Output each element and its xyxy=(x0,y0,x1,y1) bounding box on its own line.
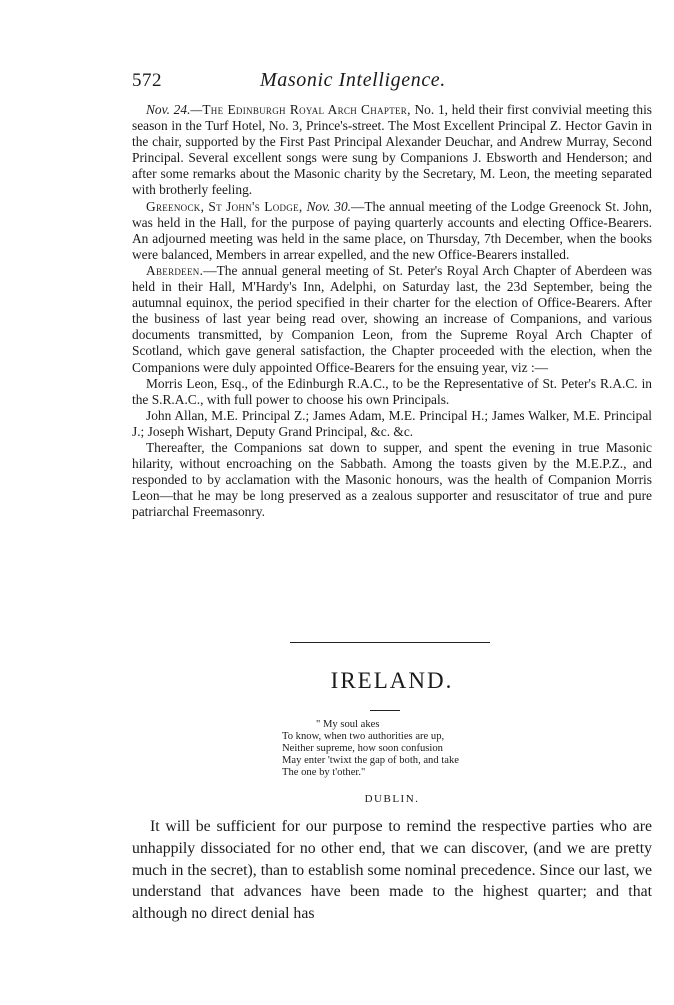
appointment-principals: John Allan, M.E. Principal Z.; James Adam, M.E. Principal H.; James Walker, M.E. Principal J.; Joseph Wishart, Deputy Grand Principal, &c. &c. xyxy=(132,407,652,439)
page-number: 572 xyxy=(132,70,162,91)
report-title: Greenock, St John's Lodge, xyxy=(146,198,303,214)
section-title: IRELAND. xyxy=(330,668,454,693)
running-head: Masonic Intelligence. xyxy=(260,69,446,91)
title-rule xyxy=(370,710,400,711)
report-aberdeen xyxy=(132,263,652,376)
report-greenock xyxy=(132,199,652,263)
closing-paragraph: Thereafter, the Companions sat down to supper, and spent the evening in true Masonic hilarity, without encroaching on the Sabbath. Among the toasts given by the M.E.P.Z., and responded to by acclamation with the Masonic honours, was the health of Companion Morris Leon—that he may be long preserved as a zealous supporter and resuscitator of true and pure patriarchal Freemasonry. xyxy=(132,439,652,520)
epigraph xyxy=(282,719,502,779)
report-text: —The annual meeting of the Lodge Greenock St. John, was held in the Hall, for the purpose of paying quarterly accounts and electing Office-Bearers. An adjourned meeting was held in the same place, on Thursday, 7th December, when the books were balanced, Members in arrear expelled, and the new Office-Bearers installed. xyxy=(132,198,652,262)
body-paragraph: It will be sufficient for our purpose to remind the respective parties who are unhappily dissociated for no other end, that we can discover, (and we are pretty much in the secret), than to establish some nominal precedence. Since our last, we understand that advances have been made to the highest quarter; and that although no direct denial has xyxy=(132,818,652,923)
page-header xyxy=(132,70,652,100)
report-text: No. 1, held their first convivial meeting this season in the Turf Hotel, No. 3, Prince's-street. The Most Excellent Principal Z. Hector Gavin in the chair, supported by the First Past Principal Alexander Deuchar, and Andrew Murray, Second Principal. Several excellent songs were sung by Companions J. Ebsworth and Henderson; and after some remarks about the Masonic charity by the Secretary, M. Leon, the meeting separated with brotherly feeling. xyxy=(132,102,653,198)
report-title: Aberdeen. xyxy=(146,262,204,278)
epigraph-line: The one by t'other." xyxy=(282,767,366,778)
report-date: Nov. 24.— xyxy=(146,102,203,117)
section-divider xyxy=(290,642,490,643)
report-title: The Edinburgh Royal Arch Chapter, xyxy=(202,102,411,117)
ireland-body xyxy=(132,816,652,925)
report-date: Nov. 30. xyxy=(302,198,351,214)
appointment-representative: Morris Leon, Esq., of the Edinburgh R.A.C., to be the Representative of St. Peter's R.A.C. in the S.R.A.C., with full power to choose his own Principals. xyxy=(132,375,652,407)
epigraph-line: May enter 'twixt the gap of both, and take xyxy=(282,755,459,766)
epigraph-line: " My soul akes xyxy=(316,719,380,730)
scotland-reports xyxy=(132,102,652,520)
epigraph-line: To know, when two authorities are up, xyxy=(282,731,445,742)
subhead-dublin: DUBLIN. xyxy=(364,793,420,805)
report-edinburgh xyxy=(132,102,652,199)
report-text: —The annual general meeting of St. Peter's Royal Arch Chapter of Aberdeen was held in their Hall, M'Hardy's Inn, Adelphi, on Saturday last, the 23d September, being the autumnal equinox, the period specified in their charter for the election of Office-Bearers. After the business of last year being read over, showing an increase of Companions, and various documents transmitted, by Companion Leon, from the Supreme Royal Arch Chapter of Scotland, which gave general satisfaction, the Chapter proceeded with the election, when the Companions were duly appointed Office-Bearers for the ensuing year, viz :— xyxy=(132,262,652,375)
epigraph-line: Neither supreme, how soon confusion xyxy=(282,743,443,754)
